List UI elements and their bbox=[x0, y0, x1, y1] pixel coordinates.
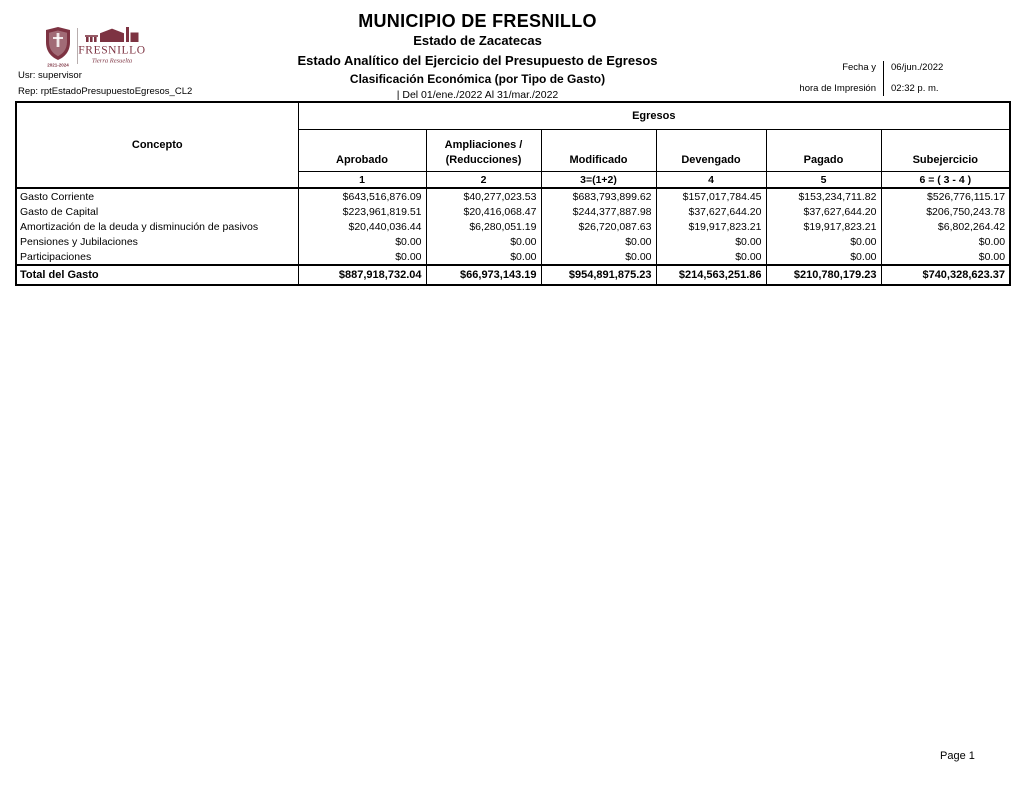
cell-modificado: $0.00 bbox=[541, 234, 656, 249]
column-key-5: 5 bbox=[766, 172, 881, 189]
column-header-aprobado: Aprobado bbox=[298, 130, 426, 172]
table-row-amortizacion bbox=[16, 219, 1010, 234]
cell-aprobado: $20,440,036.44 bbox=[298, 219, 426, 234]
logo-tagline: Tierra Resuelta bbox=[91, 57, 133, 65]
cell-total-ampliaciones: $66,973,143.19 bbox=[426, 265, 541, 285]
cell-subejercicio: $0.00 bbox=[881, 249, 1010, 265]
print-date-label-line1: Fecha y bbox=[842, 62, 876, 73]
cell-pagado: $0.00 bbox=[766, 249, 881, 265]
cell-ampliaciones: $0.00 bbox=[426, 234, 541, 249]
period-range: | Del 01/ene./2022 Al 31/mar./2022 bbox=[396, 89, 559, 101]
cell-total-pagado: $210,780,179.23 bbox=[766, 265, 881, 285]
cell-modificado: $26,720,087.63 bbox=[541, 219, 656, 234]
column-key-6: 6 = ( 3 - 4 ) bbox=[881, 172, 1010, 189]
fresnillo-logo bbox=[44, 25, 146, 74]
column-header-ampliaciones: Ampliaciones / (Reducciones) bbox=[426, 130, 541, 172]
column-header-pagado: Pagado bbox=[766, 130, 881, 172]
cell-total-subejercicio: $740,328,623.37 bbox=[881, 265, 1010, 285]
column-key-2: 2 bbox=[426, 172, 541, 189]
report-title: Estado Analítico del Ejercicio del Presupuesto de Egresos bbox=[297, 53, 658, 68]
presupuesto-egresos-table bbox=[15, 101, 1011, 286]
classification-subtitle: Clasificación Económica (por Tipo de Gasto) bbox=[349, 72, 606, 86]
cell-concepto: Participaciones bbox=[16, 249, 298, 265]
cell-pagado: $19,917,823.21 bbox=[766, 219, 881, 234]
table-row-participaciones bbox=[16, 249, 1010, 265]
cell-concepto: Amortización de la deuda y disminución de pasivos bbox=[16, 219, 298, 234]
cell-total-aprobado: $887,918,732.04 bbox=[298, 265, 426, 285]
cell-concepto: Gasto Corriente bbox=[16, 188, 298, 204]
logo-wordmark: FRESNILLO bbox=[78, 44, 146, 57]
cell-ampliaciones: $40,277,023.53 bbox=[426, 188, 541, 204]
cell-aprobado: $223,961,819.51 bbox=[298, 204, 426, 219]
fresnillo-logo-graphic bbox=[44, 25, 146, 69]
page-number: Page 1 bbox=[940, 750, 975, 762]
table-row-gasto-corriente bbox=[16, 188, 1010, 204]
mine-building-icon bbox=[85, 27, 139, 42]
cell-subejercicio: $206,750,243.78 bbox=[881, 204, 1010, 219]
column-header-devengado: Devengado bbox=[656, 130, 766, 172]
table-row-gasto-capital bbox=[16, 204, 1010, 219]
cell-concepto: Gasto de Capital bbox=[16, 204, 298, 219]
cell-modificado: $683,793,899.62 bbox=[541, 188, 656, 204]
cell-total-devengado: $214,563,251.86 bbox=[656, 265, 766, 285]
column-key-3: 3=(1+2) bbox=[541, 172, 656, 189]
report-meta bbox=[18, 71, 192, 97]
column-header-subejercicio: Subejercicio bbox=[881, 130, 1010, 172]
cell-devengado: $19,917,823.21 bbox=[656, 219, 766, 234]
cell-concepto: Pensiones y Jubilaciones bbox=[16, 234, 298, 249]
cell-subejercicio: $0.00 bbox=[881, 234, 1010, 249]
user-label: Usr: supervisor bbox=[18, 70, 82, 81]
column-header-concepto: Concepto bbox=[16, 102, 298, 188]
print-info bbox=[780, 61, 1001, 96]
print-date-label-line2: hora de Impresión bbox=[799, 83, 876, 94]
cell-pagado: $153,234,711.82 bbox=[766, 188, 881, 204]
cell-aprobado: $0.00 bbox=[298, 249, 426, 265]
cell-aprobado: $643,516,876.09 bbox=[298, 188, 426, 204]
cell-total-modificado: $954,891,875.23 bbox=[541, 265, 656, 285]
print-time-value: 02:32 p. m. bbox=[891, 83, 939, 94]
cell-modificado: $0.00 bbox=[541, 249, 656, 265]
column-key-4: 4 bbox=[656, 172, 766, 189]
cell-pagado: $0.00 bbox=[766, 234, 881, 249]
cell-total-label: Total del Gasto bbox=[16, 265, 298, 285]
print-date-value: 06/jun./2022 bbox=[891, 62, 944, 73]
column-header-modificado: Modificado bbox=[541, 130, 656, 172]
logo-term-label: 2021-2024 bbox=[47, 62, 69, 68]
title-block bbox=[150, 11, 805, 101]
report-id-label: Rep: rptEstadoPresupuestoEgresos_CL2 bbox=[18, 86, 193, 97]
cell-ampliaciones: $6,280,051.19 bbox=[426, 219, 541, 234]
cell-subejercicio: $6,802,264.42 bbox=[881, 219, 1010, 234]
total-row bbox=[16, 265, 1010, 285]
page-title: MUNICIPIO DE FRESNILLO bbox=[358, 11, 597, 31]
table-row-pensiones bbox=[16, 234, 1010, 249]
column-key-1: 1 bbox=[298, 172, 426, 189]
cell-ampliaciones: $0.00 bbox=[426, 249, 541, 265]
cell-subejercicio: $526,776,115.17 bbox=[881, 188, 1010, 204]
cell-devengado: $0.00 bbox=[656, 249, 766, 265]
cell-ampliaciones: $20,416,068.47 bbox=[426, 204, 541, 219]
cell-aprobado: $0.00 bbox=[298, 234, 426, 249]
cell-devengado: $157,017,784.45 bbox=[656, 188, 766, 204]
print-info-labels bbox=[780, 61, 883, 96]
print-info-values bbox=[883, 61, 1001, 96]
municipal-shield-icon bbox=[46, 27, 70, 60]
cell-pagado: $37,627,644.20 bbox=[766, 204, 881, 219]
cell-devengado: $0.00 bbox=[656, 234, 766, 249]
group-header-egresos: Egresos bbox=[298, 102, 1010, 130]
cell-devengado: $37,627,644.20 bbox=[656, 204, 766, 219]
cell-modificado: $244,377,887.98 bbox=[541, 204, 656, 219]
state-subtitle: Estado de Zacatecas bbox=[413, 33, 542, 48]
